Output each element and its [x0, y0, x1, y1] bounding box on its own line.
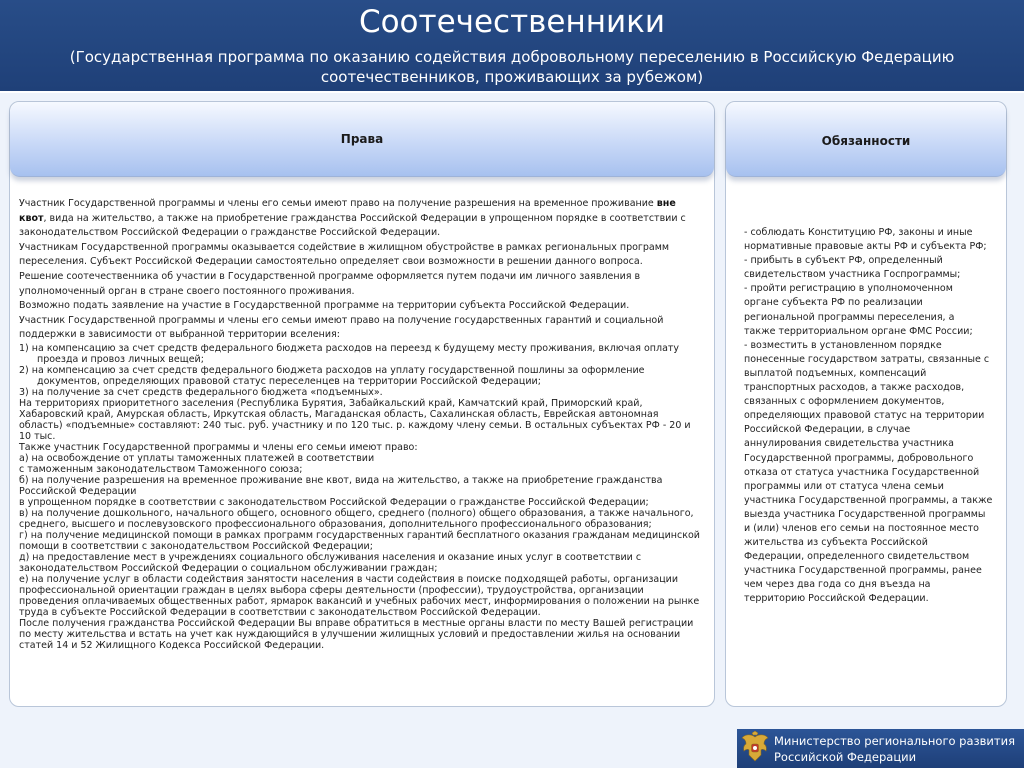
- rights-item-b-1: б) на получение разрешения на временное проживание вне квот, вида на жительство, а также на приобретение гражданства Российской Федерации: [19, 474, 663, 497]
- duties-line: аннулирования свидетельства участника: [744, 438, 954, 450]
- duties-line: отказа от статуса участника Государственной: [744, 466, 980, 478]
- rights-after-citizenship: После получения гражданства Российской Федерации Вы вправе обратиться в местные органы власти по месту Вашей регистрации по месту жительства и встать на учет как нуждающийся в улучшении жилищных условий и предоставлении жилья на основании статей 14 и 52 Жилищного Кодекса Российской Федерации.: [19, 617, 694, 651]
- duties-line: - пройти регистрацию в уполномоченном: [744, 283, 953, 295]
- duties-line: участника Государственной программы, а также: [744, 494, 993, 506]
- duties-line: программы или от статуса члена семьи: [744, 480, 944, 492]
- rights-p1-bold-1: вне: [656, 198, 676, 209]
- rights-p1-text-b: , вида на жительство, а также на приобретение гражданства Российской Федерации в упрощенном порядке в соответствии с: [43, 212, 686, 224]
- ministry-line-1: Министерство регионального развития: [774, 734, 1015, 748]
- duties-line: определяющих правовой статус на территории: [744, 410, 985, 422]
- rights-p2-text-a: Участникам Государственной программы оказывается содействие в жилищном обустройстве в рамках региональных программ: [19, 241, 670, 253]
- subtitle-line-1: (Государственная программа по оказанию содействия добровольному переселению в Российскую Федерацию: [69, 48, 955, 66]
- rights-item-2: 2) на компенсацию за счет средств федерального бюджета расходов на уплату государственной пошлины за оформление документов, определяющих правовой статус переселенцев на территории Российской Федерации;: [19, 364, 645, 387]
- rights-p1-text-c: законодательством Российской Федерации о гражданстве Российской Федерации.: [19, 227, 441, 239]
- rights-p3-text-b: уполномоченный орган в стране своего постоянного проживания.: [19, 285, 355, 297]
- duties-header: [726, 102, 1006, 177]
- rights-item-c: в) на получение дошкольного, начального общего, основного общего, среднего (полного) общего образования, а также начального, среднего, высшего и послевузовского профессионального образования, дополнительного профессионального образования;: [19, 507, 694, 530]
- ministry-name: [774, 733, 1015, 765]
- ministry-footer: [737, 729, 1024, 768]
- rights-item-3: 3) на получение за счет средств федерального бюджета «подъемных».: [19, 386, 383, 398]
- duties-text: [744, 226, 998, 607]
- rights-p1-bold-2: квот: [19, 212, 44, 224]
- duties-line: - соблюдать Конституцию РФ, законы и иные: [744, 227, 973, 238]
- rights-item-b-2: в упрощенном порядке в соответствии с законодательством Российской Федерации о гражданстве Российской Федерации;: [19, 496, 649, 508]
- rights-item-a-1: а) на освобождение от уплаты таможенных платежей в соответствии: [19, 452, 375, 464]
- duties-line: органе субъекта РФ по реализации: [744, 297, 923, 309]
- rights-p2-text-b: переселения. Субъект Российской Федерации самостоятельно определяет свои возможности в решении данного вопроса.: [19, 256, 643, 268]
- duties-line: выезда участника Государственной программы: [744, 508, 986, 520]
- duties-line: Российской Федерации, в случае: [744, 424, 911, 436]
- duties-line: выплатой подъемных, компенсаций: [744, 367, 927, 379]
- duties-line: территорию Российской Федерации.: [744, 593, 929, 605]
- duties-line: понесенные государством затраты, связанные с: [744, 353, 990, 365]
- rights-text: [19, 197, 703, 651]
- duties-heading: Обязанности: [821, 134, 911, 148]
- rights-heading: Права: [340, 132, 384, 146]
- duties-line: и (или) членов его семьи на постоянное место: [744, 522, 979, 534]
- ministry-line-2: Российской Федерации: [774, 750, 917, 764]
- header-banner: [0, 0, 1024, 93]
- subtitle-line-2: соотечественников, проживающих за рубежом): [320, 68, 704, 86]
- duties-line: - возместить в установленном порядке: [744, 339, 942, 351]
- rights-item-1: 1) на компенсацию за счет средств федерального бюджета расходов на переезд к будущему месту проживания, включая оплату проезда и провоз личных вещей;: [19, 342, 680, 365]
- rights-panel: [9, 101, 715, 707]
- rights-paragraph-1: [19, 197, 703, 343]
- duties-line: Государственной программы, добровольного: [744, 452, 974, 464]
- rights-item-a-2: с таможенным законодательством Таможенного союза;: [19, 463, 303, 475]
- duties-line: чем через два года со дня въезда на: [744, 579, 931, 591]
- page-title: Соотечественники: [358, 4, 666, 40]
- rights-item-d: г) на получение медицинской помощи в рамках программ государственных гарантий бесплатного оказания гражданам медицинской помощи в соответствии с законодательством Российской Федерации;: [19, 529, 700, 552]
- duties-line: свидетельством участника Госпрограммы;: [744, 269, 961, 281]
- rights-territories: На территориях приоритетного заселения (Республика Бурятия, Забайкальский край, Камчатский край, Приморский край, Хабаровский край, Амурская область, Иркутская область, Магаданская область, Сахалинская область, Еврейская автономная область) «подъемные» составляют: 240 тыс. руб. участнику и по 120 тыс. р. каждому члену семьи. В остальных субъектах РФ - 20 и 10 тыс.: [19, 397, 691, 442]
- rights-header: [10, 102, 714, 177]
- rights-p5-text-a: Участник Государственной программы и члены его семьи имеют право на получение государственных гарантий и социальной: [19, 314, 664, 326]
- duties-line: жительства из субъекта Российской: [744, 537, 928, 549]
- coat-of-arms-icon: [740, 731, 770, 765]
- duties-panel: [725, 101, 1007, 707]
- duties-line: также территориальном органе ФМС России;: [744, 325, 973, 337]
- duties-line: нормативные правовые акты РФ и субъекта РФ;: [744, 241, 987, 253]
- rights-item-f: е) на получение услуг в области содействия занятости населения в части содействия в поиске подходящей работы, организации профессиональной ориентации граждан в целях выбора сферы деятельности (профессии), трудоустройства, организации проведения оплачиваемых общественных работ, ярмарок вакансий и учебных рабочих мест, информирования о положении на рынке труда в субъекте Российской Федерации в соответствии с законодательством Российской Федерации.: [19, 573, 700, 618]
- duties-line: связанных с оформлением документов,: [744, 396, 945, 408]
- rights-p1-text-a: Участник Государственной программы и члены его семьи имеют право на получение разрешения на временное проживание: [19, 198, 657, 209]
- rights-also: Также участник Государственной программы и члены его семьи имеют право:: [19, 441, 418, 453]
- rights-item-e: д) на предоставление мест в учреждениях социального обслуживания населения и оказание иных услуг в соответствии с законодательством Российской Федерации о социальном обслуживании граждан;: [19, 551, 642, 574]
- duties-line: участника Государственной программы, ранее: [744, 565, 982, 577]
- rights-p4-text: Возможно подать заявление на участие в Государственной программе на территории субъекта Российской Федерации.: [19, 300, 630, 312]
- duties-line: - прибыть в субъект РФ, определенный: [744, 255, 943, 267]
- duties-line: Федерации, определенного свидетельством: [744, 551, 970, 563]
- rights-p5-text-b: поддержки в зависимости от выбранной территории вселения:: [19, 329, 340, 341]
- rights-p3-text-a: Решение соотечественника об участии в Государственной программе оформляется путем подачи им личного заявления в: [19, 270, 641, 282]
- duties-line: региональной программы переселения, а: [744, 311, 955, 323]
- page-subtitle: [60, 47, 964, 87]
- duties-line: транспортных расходов, а также расходов,: [744, 382, 965, 394]
